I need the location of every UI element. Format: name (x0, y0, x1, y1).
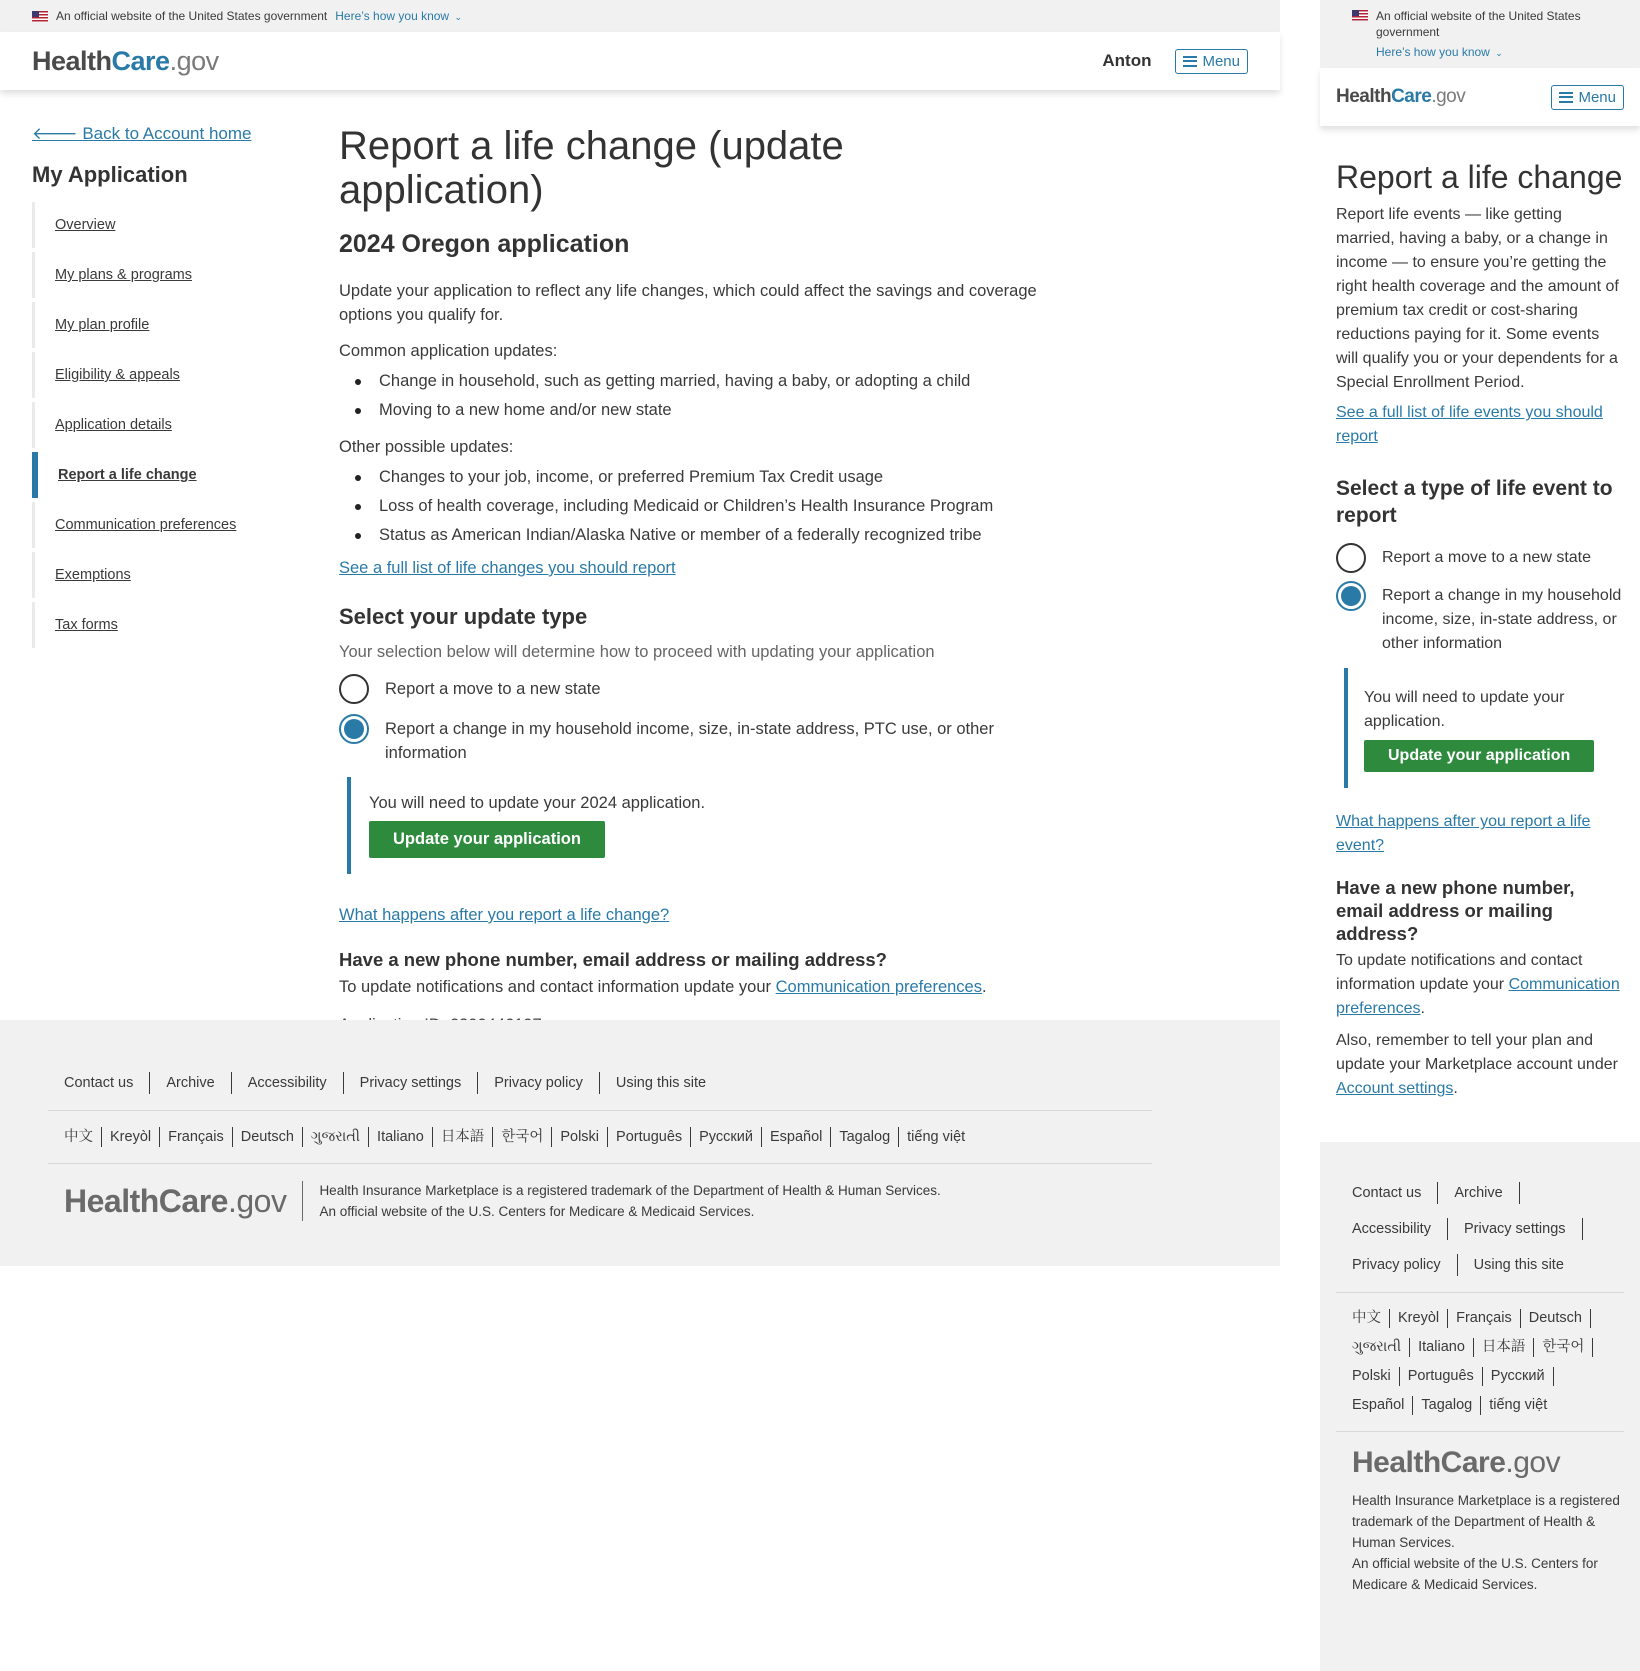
mobile-update-application-button[interactable]: Update your application (1364, 740, 1594, 772)
sidebar-item-overview[interactable]: Overview (32, 202, 292, 248)
sidebar-item-exemptions[interactable]: Exemptions (32, 552, 292, 598)
common-updates-label: Common application updates: (339, 342, 558, 360)
mobile-how-you-know-link[interactable]: Here’s how you know ⌄ (1376, 45, 1503, 59)
sidebar-title: My Application (32, 162, 188, 187)
list-item: Change in household, such as getting married, having a baby, or adopting a child (339, 367, 1059, 396)
language-link[interactable]: Русский (690, 1127, 761, 1147)
menu-button[interactable]: Menu (1175, 49, 1248, 74)
language-link[interactable]: Italiano (368, 1127, 432, 1147)
intro-text: Update your application to reflect any life changes, which could affect the savings and coverage options you qualify for. (339, 282, 1037, 324)
language-link[interactable]: Español (761, 1127, 830, 1147)
contact-text: To update notifications and contact information update your Communication preferences. (339, 978, 987, 996)
footer-legal-text: Health Insurance Marketplace is a registered trademark of the Department of Health & Human Services. An official website of the U.S. Centers for Medicare & Medicaid Services. (319, 1183, 941, 1219)
mobile-communication-preferences-link[interactable]: Communication preferences (1336, 976, 1620, 1018)
back-to-account-link[interactable]: 🡐 Back to Account home (32, 124, 252, 143)
healthcare-logo[interactable]: Health Care .gov (32, 45, 219, 76)
mobile-what-happens-link[interactable]: What happens after you report a life event? (1336, 813, 1591, 855)
language-link[interactable]: ગુજરાતી (302, 1127, 368, 1147)
mobile-intro-text: Report life events — like getting married, having a baby, or a change in income — to ensure you’re getting the right health coverage and the amount of premium tax credit or cost-sharing reductions paying for it. Some events will qualify you or your dependents for a Special Enrollment Period. (1336, 206, 1619, 392)
application-name: 2024 Oregon application (339, 230, 630, 258)
radio-move-state[interactable] (1336, 543, 1366, 573)
footer-link-privacy-policy[interactable]: Privacy policy (1336, 1254, 1458, 1276)
mobile-option-report-change[interactable] (1336, 581, 1624, 656)
mobile-language-links (1336, 1293, 1624, 1432)
footer-link-privacy-settings[interactable]: Privacy settings (343, 1072, 478, 1094)
gov-banner (0, 0, 1280, 32)
footer-link-archive[interactable]: Archive (149, 1072, 230, 1094)
language-link[interactable]: 한국어 (1534, 1338, 1593, 1357)
footer-link-using-site[interactable]: Using this site (599, 1072, 722, 1094)
mobile-menu-button[interactable]: Menu (1551, 85, 1624, 110)
language-link[interactable]: Español (1336, 1396, 1413, 1415)
option-report-change[interactable] (339, 714, 1059, 765)
mobile-option-move-state[interactable] (1336, 543, 1624, 573)
callout-text: You will need to update your 2024 application. (369, 794, 706, 812)
footer-link-contact[interactable]: Contact us (64, 1075, 134, 1091)
language-link[interactable]: Deutsch (232, 1127, 302, 1147)
footer-link-accessibility[interactable]: Accessibility (1336, 1218, 1448, 1240)
language-link[interactable]: tiếng việt (898, 1127, 973, 1147)
sidebar (32, 124, 292, 652)
language-link[interactable]: Italiano (1410, 1338, 1474, 1357)
what-happens-link[interactable]: What happens after you report a life change? (339, 906, 670, 924)
chevron-down-icon: ⌄ (1495, 48, 1503, 58)
mobile-footer-links (1336, 1182, 1624, 1293)
language-link[interactable]: Português (607, 1127, 690, 1147)
language-link[interactable]: Tagalog (1413, 1396, 1481, 1415)
radio-label[interactable]: Report a change in my household income, size, in-state address, or other information (1382, 587, 1622, 653)
radio-label[interactable]: Report a move to a new state (1382, 549, 1591, 567)
list-item: Status as American Indian/Alaska Native or member of a federally recognized tribe (339, 521, 1059, 550)
other-updates-label: Other possible updates: (339, 438, 514, 456)
other-updates-list (339, 463, 1059, 550)
footer-link-privacy-policy[interactable]: Privacy policy (477, 1072, 599, 1094)
language-link[interactable]: Polski (1336, 1367, 1400, 1386)
mobile-footer-legal-text: Health Insurance Marketplace is a registered trademark of the Department of Health & Human Services. An official website of the U.S. Centers for Medicare & Medicaid Services. (1352, 1493, 1620, 1592)
sidebar-item-communication-preferences[interactable]: Communication preferences (32, 502, 292, 548)
radio-report-change[interactable] (339, 714, 369, 744)
mobile-full-list-link[interactable]: See a full list of life events you should report (1336, 404, 1603, 446)
footer-logo: HealthCare .gov (64, 1181, 303, 1221)
select-help-text: Your selection below will determine how to proceed with updating your application (339, 643, 935, 661)
site-header (0, 32, 1280, 90)
language-link[interactable]: ગુજરાતી (1336, 1338, 1410, 1357)
language-link[interactable]: Русский (1483, 1367, 1554, 1386)
mobile-view (1320, 0, 1640, 1671)
chevron-down-icon: ⌄ (454, 12, 462, 22)
mobile-update-callout (1344, 668, 1624, 788)
mobile-footer (1320, 1142, 1640, 1671)
select-update-type-heading: Select your update type (339, 604, 588, 629)
footer-link-accessibility[interactable]: Accessibility (231, 1072, 343, 1094)
sidebar-item-tax-forms[interactable]: Tax forms (32, 602, 292, 648)
language-link[interactable]: Kreyòl (101, 1127, 159, 1147)
list-item: Loss of health coverage, including Medicaid or Children’s Health Insurance Program (339, 492, 1059, 521)
mobile-gov-banner: An official website of the United States government Here’s how you know ⌄ (1320, 0, 1640, 68)
footer-links (48, 1056, 1152, 1111)
language-link[interactable]: 日本語 (1474, 1338, 1535, 1357)
language-link[interactable]: 中文 (1336, 1309, 1390, 1328)
footer-link-contact[interactable]: Contact us (1336, 1182, 1438, 1204)
common-updates-list (339, 367, 1059, 425)
user-name[interactable]: Anton (1102, 51, 1152, 70)
footer-link-using-site[interactable]: Using this site (1473, 1257, 1564, 1273)
mobile-select-heading: Select a type of life event to report (1336, 477, 1613, 528)
hamburger-icon (1559, 92, 1573, 103)
mobile-contact-text: To update notifications and contact information update your Communication preferences. (1336, 952, 1620, 1018)
language-links (48, 1111, 1152, 1164)
language-link[interactable]: Français (1448, 1309, 1521, 1328)
site-footer (0, 1020, 1280, 1266)
main-content (339, 124, 1059, 1037)
list-item: Changes to your job, income, or preferred Premium Tax Credit usage (339, 463, 1059, 492)
mobile-callout-text: You will need to update your application. (1364, 689, 1565, 731)
hamburger-icon (1183, 56, 1197, 67)
language-link[interactable]: Français (159, 1127, 232, 1147)
communication-preferences-link[interactable]: Communication preferences (775, 978, 982, 996)
mobile-footer-logo: HealthCare.gov (1352, 1446, 1561, 1479)
full-list-link[interactable]: See a full list of life changes you should report (339, 559, 676, 577)
page-title: Report a life change (update application) (339, 124, 844, 212)
option-move-state[interactable] (339, 674, 1059, 704)
mobile-also-text: Also, remember to tell your plan and update your Marketplace account under Account settings. (1336, 1032, 1618, 1098)
radio-report-change[interactable] (1336, 581, 1366, 611)
sidebar-item-application-details[interactable]: Application details (32, 402, 292, 448)
radio-move-state[interactable] (339, 674, 369, 704)
language-link[interactable]: 中文 (64, 1129, 93, 1145)
mobile-contact-heading: Have a new phone number, email address or mailing address? (1336, 877, 1575, 945)
contact-heading: Have a new phone number, email address or mailing address? (339, 949, 887, 970)
us-flag-icon (32, 11, 48, 22)
language-link[interactable]: Polski (551, 1127, 607, 1147)
sidebar-item-eligibility-appeals[interactable]: Eligibility & appeals (32, 352, 292, 398)
radio-label[interactable]: Report a change in my household income, size, in-state address, PTC use, or other information (385, 720, 994, 762)
language-link[interactable]: Tagalog (830, 1127, 898, 1147)
language-link[interactable]: Deutsch (1521, 1309, 1591, 1328)
language-link[interactable]: 한국어 (492, 1127, 551, 1147)
list-item: Moving to a new home and/or new state (339, 396, 1059, 425)
sidebar-item-plans-programs[interactable]: My plans & programs (32, 252, 292, 298)
language-link[interactable]: tiếng việt (1489, 1397, 1548, 1413)
mobile-main-content (1320, 126, 1640, 1101)
us-flag-icon (1352, 10, 1368, 21)
mobile-page-title: Report a life change (1336, 159, 1623, 195)
sidebar-item-report-life-change[interactable]: Report a life change (32, 452, 292, 498)
arrow-left-icon: 🡐 (32, 124, 78, 143)
sidebar-item-plan-profile[interactable]: My plan profile (32, 302, 292, 348)
gov-banner-text: An official website of the United States government (56, 9, 328, 23)
update-application-button[interactable]: Update your application (369, 821, 605, 858)
footer-link-privacy-settings[interactable]: Privacy settings (1448, 1218, 1583, 1240)
language-link[interactable]: Português (1400, 1367, 1483, 1386)
language-link[interactable]: Kreyòl (1390, 1309, 1448, 1328)
mobile-header (1320, 68, 1640, 126)
radio-label[interactable]: Report a move to a new state (385, 680, 601, 698)
language-link[interactable]: 日本語 (432, 1127, 493, 1147)
account-settings-link[interactable]: Account settings (1336, 1080, 1454, 1098)
healthcare-logo[interactable]: Health Care .gov (1336, 86, 1466, 107)
how-you-know-link[interactable]: Here’s how you know ⌄ (335, 9, 462, 23)
update-callout (347, 777, 1059, 874)
footer-link-archive[interactable]: Archive (1438, 1182, 1519, 1204)
